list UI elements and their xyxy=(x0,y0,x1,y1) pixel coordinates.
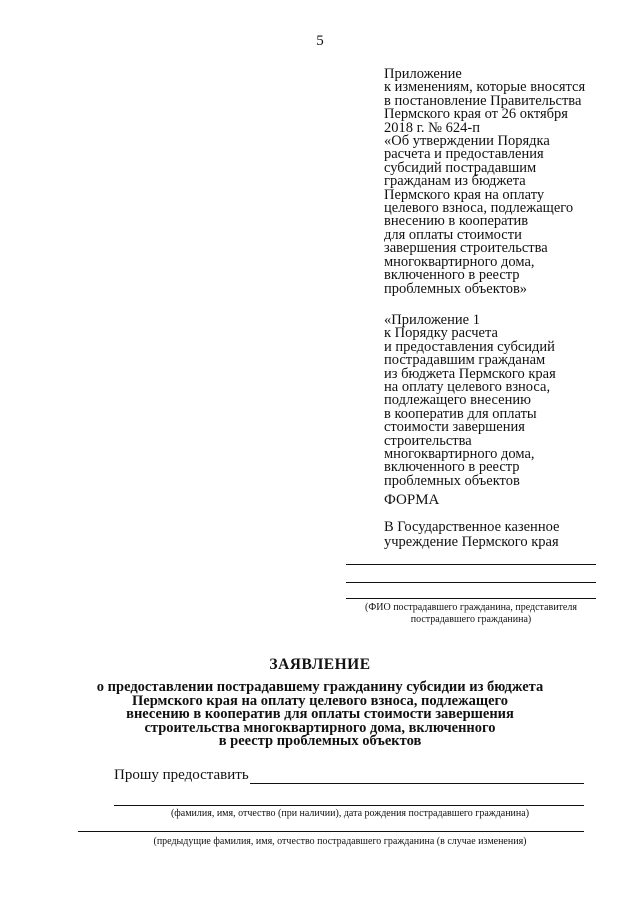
previous-name-input-line[interactable] xyxy=(78,831,584,832)
appendix-line: Приложение xyxy=(384,66,462,82)
appendix-1-line: включенного в реестр xyxy=(384,459,520,476)
appendix-1-line: к Порядку расчета xyxy=(384,325,498,342)
request-input-line[interactable] xyxy=(250,783,584,784)
appendix-line: для оплаты стоимости xyxy=(384,226,522,243)
appendix-1-line: стоимости завершения xyxy=(384,419,525,436)
appendix-line: проблемных объектов» xyxy=(384,280,528,297)
appendix-line: Пермского края от 26 октября xyxy=(384,106,568,123)
request-label: Прошу предоставить xyxy=(114,767,249,783)
subject-line: в реестр проблемных объектов xyxy=(218,733,422,749)
appendix-line: включенного в реестр xyxy=(384,267,520,284)
appendix-line: «Об утверждении Порядка xyxy=(384,133,550,150)
appendix-1-line: и предоставления субсидий xyxy=(384,338,555,355)
fio-caption-line: (ФИО пострадавшего гражданина, представителя xyxy=(365,602,577,613)
appendix-line: завершения строительства xyxy=(384,240,548,257)
statement-subject xyxy=(60,681,580,749)
appendix-line: Пермского края на оплату xyxy=(384,186,545,203)
appendix-1-line: строительства xyxy=(384,432,472,449)
appendix-header xyxy=(384,68,585,296)
appendix-line: гражданам из бюджета xyxy=(384,173,526,190)
appendix-line: 2018 г. № 624-п xyxy=(384,119,480,136)
appendix-1-line: из бюджета Пермского края xyxy=(384,365,556,382)
name-input-line[interactable] xyxy=(114,805,584,806)
appendix-1-line: проблемных объектов xyxy=(384,472,520,489)
fio-caption xyxy=(330,602,612,626)
appendix-line: к изменениям, которые вносятся xyxy=(384,79,586,96)
appendix-1-header xyxy=(384,314,556,488)
fio-input-line[interactable] xyxy=(346,598,596,599)
statement-title: ЗАЯВЛЕНИЕ xyxy=(269,656,371,673)
appendix-1-line: на оплату целевого взноса, xyxy=(384,379,551,396)
appendix-1-line: подлежащего внесению xyxy=(384,392,531,409)
appendix-1-line: «Приложение 1 xyxy=(384,312,480,328)
name-caption: (фамилия, имя, отчество (при наличии), дата рождения пострадавшего гражданина) xyxy=(170,808,530,819)
previous-name-caption: (предыдущие фамилия, имя, отчество пострадавшего гражданина (в случае изменения) xyxy=(153,836,527,847)
addressee xyxy=(384,520,559,550)
appendix-line: целевого взноса, подлежащего xyxy=(384,200,574,217)
subject-line: о предоставлении пострадавшему гражданину субсидии из бюджета xyxy=(96,679,544,695)
addressee-line: В Государственное казенное xyxy=(384,519,560,535)
addressee-line: учреждение Пермского края xyxy=(384,534,559,550)
fio-input-line[interactable] xyxy=(346,564,596,565)
page-number: 5 xyxy=(316,33,324,49)
subject-line: Пермского края на оплату целевого взноса, подлежащего xyxy=(132,692,508,709)
appendix-line: в постановление Правительства xyxy=(384,92,582,109)
appendix-line: внесению в кооператив xyxy=(384,213,529,230)
subject-line: внесению в кооператив для оплаты стоимости завершения xyxy=(126,706,514,722)
subject-line: строительства многоквартирного дома, включенного xyxy=(144,719,496,736)
form-label: ФОРМА xyxy=(384,492,440,508)
appendix-line: многоквартирного дома, xyxy=(384,253,535,270)
appendix-line: субсидий пострадавшим xyxy=(384,159,537,176)
appendix-1-line: пострадавшим гражданам xyxy=(384,352,546,369)
fio-input-line[interactable] xyxy=(346,582,596,583)
fio-caption-line: пострадавшего гражданина) xyxy=(410,614,532,625)
appendix-1-line: в кооператив для оплаты xyxy=(384,405,537,422)
appendix-line: расчета и предоставления xyxy=(384,146,544,163)
appendix-1-line: многоквартирного дома, xyxy=(384,446,535,463)
